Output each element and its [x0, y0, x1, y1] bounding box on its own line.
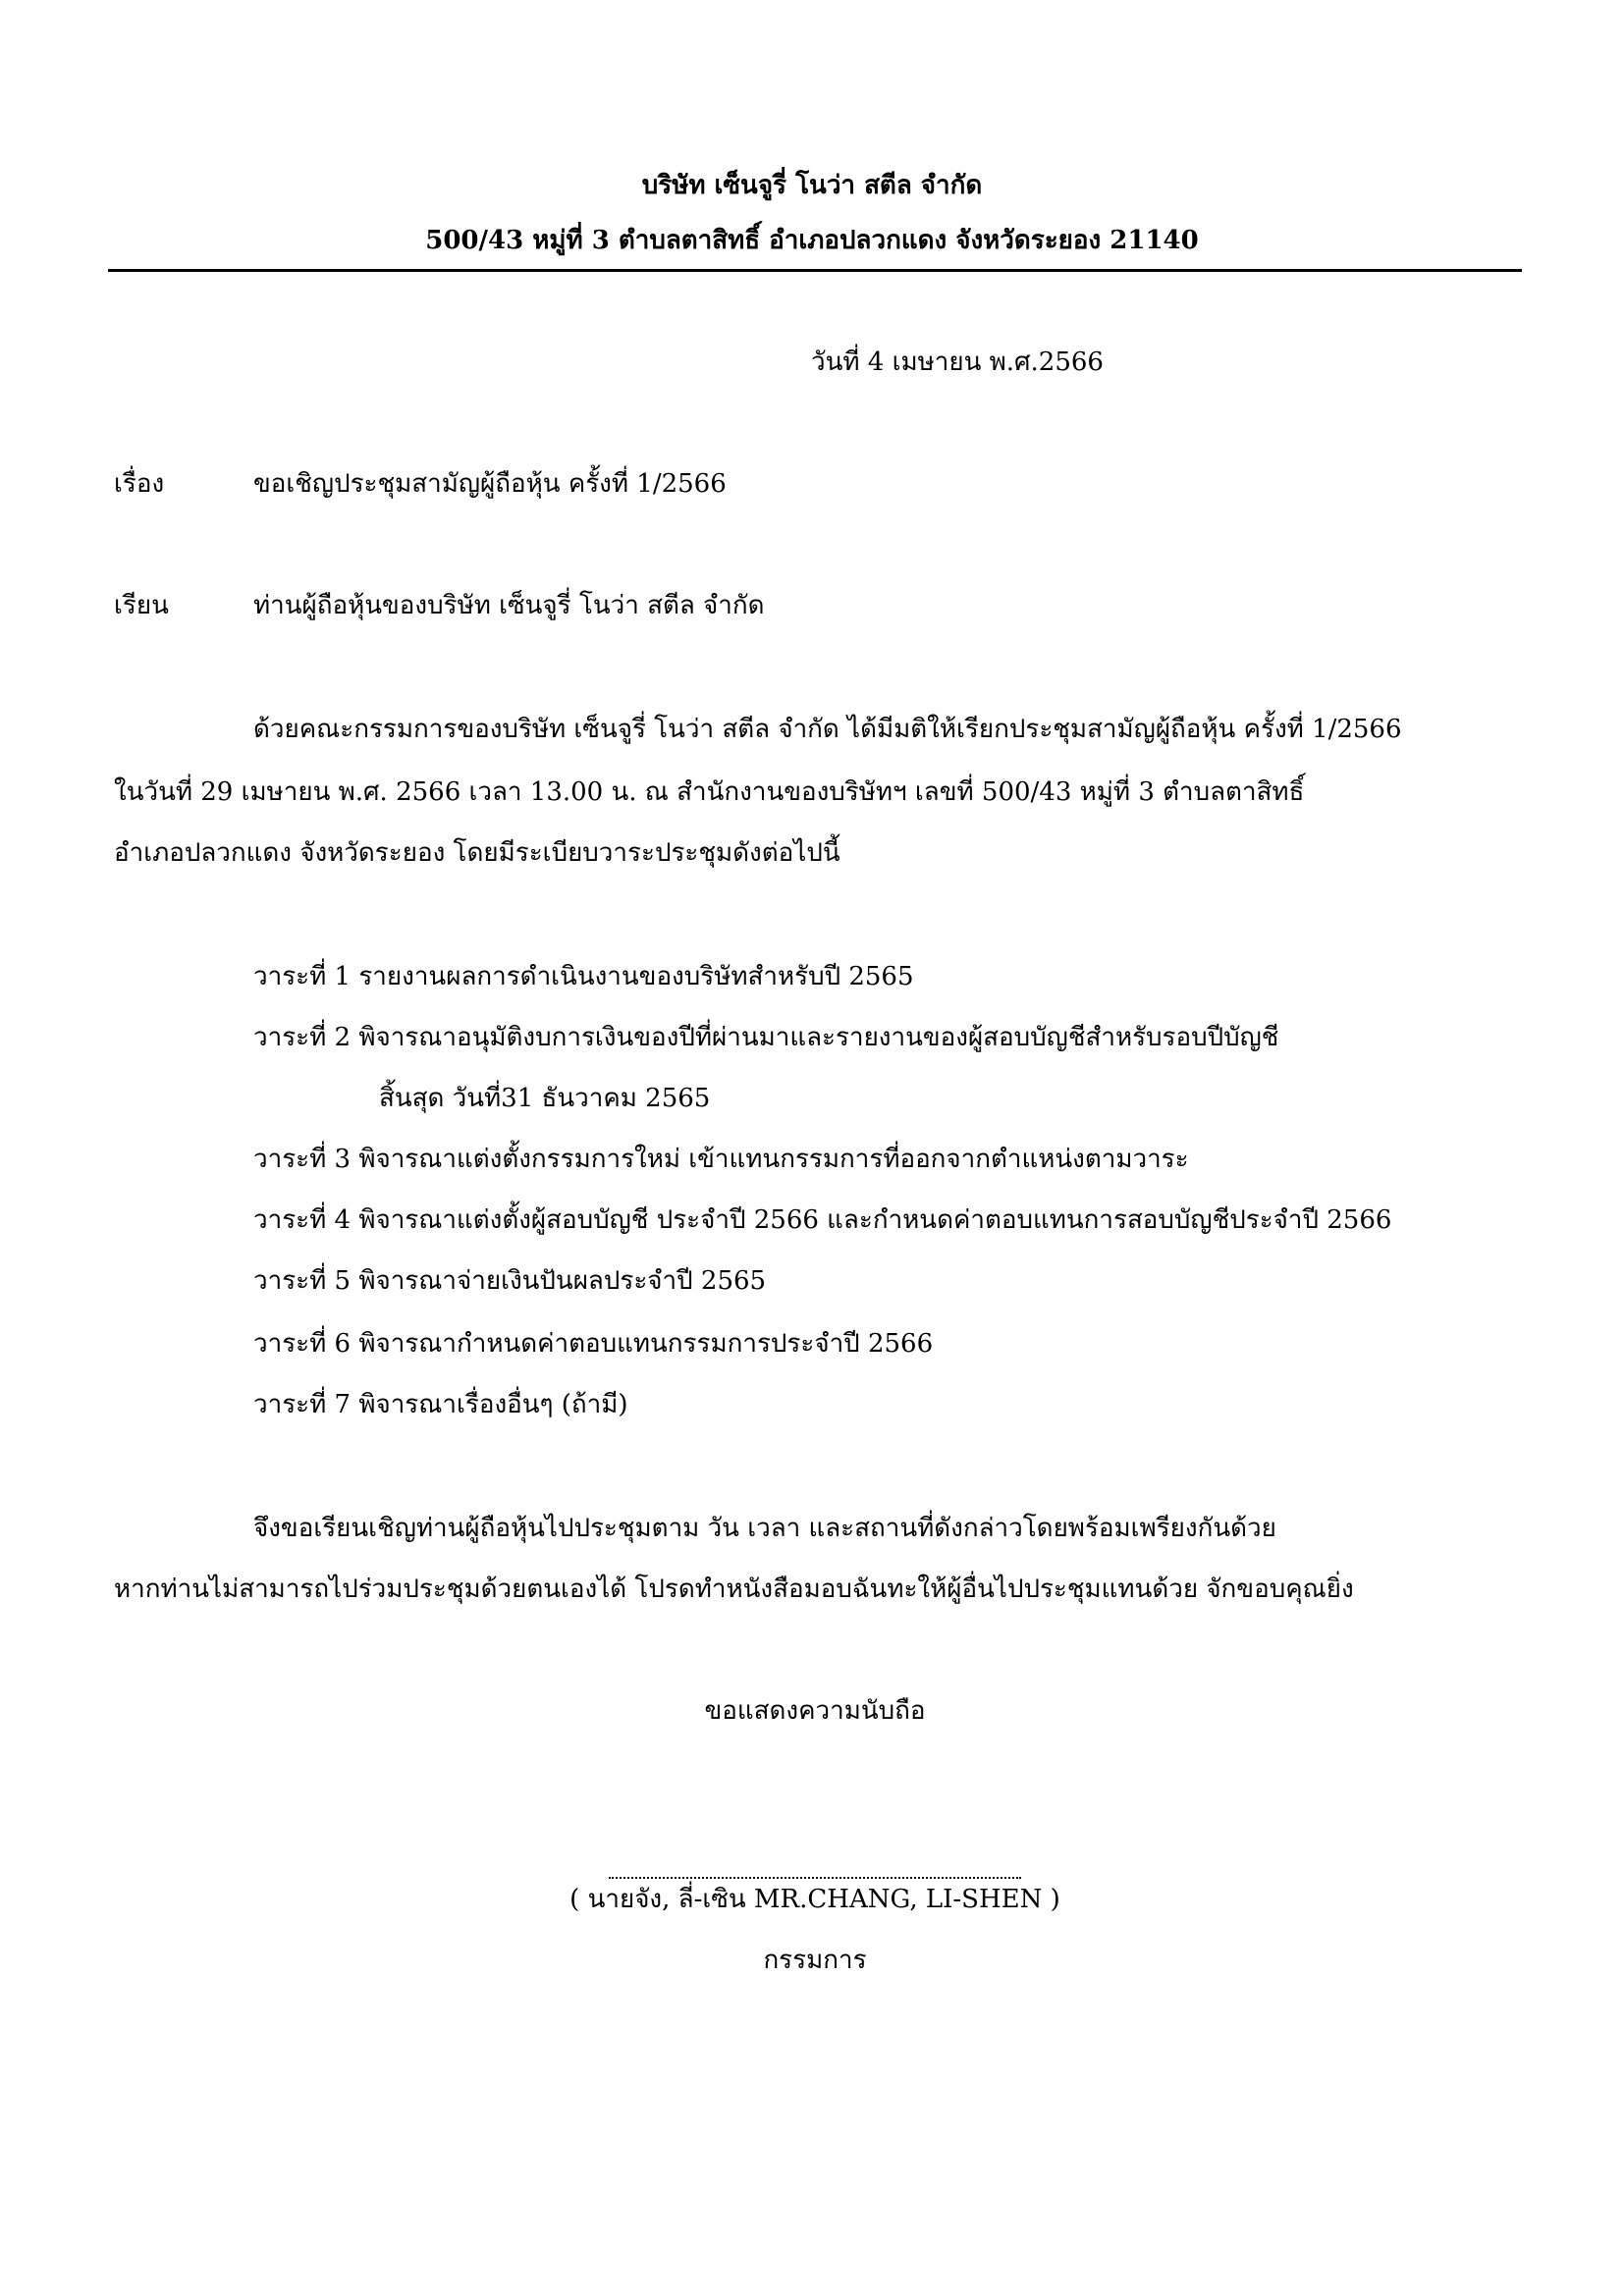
signature-line [609, 1877, 1021, 1879]
letter-date: วันที่ 4 เมษายน พ.ศ.2566 [811, 347, 1104, 377]
intro-line-3: อำเภอปลวกแดง จังหวัดระยอง โดยมีระเบียบวาระประชุมดังต่อไปนี้ [114, 838, 840, 868]
agenda-item-2: วาระที่ 2 พิจารณาอนุมัติงบการเงินของปีที่ผ่านมาและรายงานของผู้สอบบัญชีสำหรับรอบปีบัญชี [253, 1023, 1279, 1052]
agenda-item-3: วาระที่ 3 พิจารณาแต่งตั้งกรรมการใหม่ เข้าแทนกรรมการที่ออกจากตำแหน่งตามวาระ [253, 1145, 1189, 1174]
agenda-item-5: วาระที่ 5 พิจารณาจ่ายเงินปันผลประจำปี 2565 [253, 1266, 767, 1296]
addressee-text: ท่านผู้ถือหุ้นของบริษัท เซ็นจูรี่ โนว่า สตีล จำกัด [253, 591, 765, 620]
agenda-item-7: วาระที่ 7 พิจารณาเรื่องอื่นๆ (ถ้ามี) [253, 1390, 628, 1419]
agenda-item-1: วาระที่ 1 รายงานผลการดำเนินงานของบริษัทสำหรับปี 2565 [253, 962, 914, 991]
agenda-item-4: วาระที่ 4 พิจารณาแต่งตั้งผู้สอบบัญชี ประจำปี 2566 และกำหนดค่าตอบแทนการสอบบัญชีประจำปี 2566 [253, 1205, 1392, 1235]
intro-line-2: ในวันที่ 29 เมษายน พ.ศ. 2566 เวลา 13.00 น. ณ สำนักงานของบริษัทฯ เลขที่ 500/43 หมู่ที่ 3 ตำบลตาสิทธิ์ [114, 777, 1305, 807]
agenda-item-6: วาระที่ 6 พิจารณากำหนดค่าตอบแทนกรรมการประจำปี 2566 [253, 1329, 934, 1359]
intro-line-1: ด้วยคณะกรรมการของบริษัท เซ็นจูรี่ โนว่า สตีล จำกัด ได้มีมติให้เรียกประชุมสามัญผู้ถือหุ้น ครั้งที่ 1/2566 [253, 715, 1402, 744]
signatory-title: กรรมการ [763, 1946, 867, 1975]
closing-line-1: จึงขอเรียนเชิญท่านผู้ถือหุ้นไปประชุมตาม วัน เวลา และสถานที่ดังกล่าวโดยพร้อมเพรียงกันด้วย [253, 1514, 1276, 1543]
salutation: ขอแสดงความนับถือ [704, 1696, 926, 1726]
signatory-name: ( นายจัง, ลี่-เซิน MR.CHANG, LI-SHEN ) [569, 1885, 1060, 1914]
letterhead-divider [108, 269, 1522, 272]
company-address: 500/43 หมู่ที่ 3 ตำบลตาสิทธิ์ อำเภอปลวกแดง จังหวัดระยอง 21140 [425, 226, 1199, 255]
subject-label: เรื่อง [114, 469, 165, 499]
subject-text: ขอเชิญประชุมสามัญผู้ถือหุ้น ครั้งที่ 1/2566 [253, 469, 727, 499]
agenda-item-2-continuation: สิ้นสุด วันที่31 ธันวาคม 2565 [379, 1084, 711, 1113]
addressee-label: เรียน [114, 591, 169, 620]
closing-line-2: หากท่านไม่สามารถไปร่วมประชุมด้วยตนเองได้ โปรดทำหนังสือมอบฉันทะให้ผู้อื่นไปประชุมแทนด้วย จักขอบคุณยิ่ง [114, 1575, 1354, 1604]
company-name: บริษัท เซ็นจูรี่ โนว่า สตีล จำกัด [641, 171, 983, 200]
